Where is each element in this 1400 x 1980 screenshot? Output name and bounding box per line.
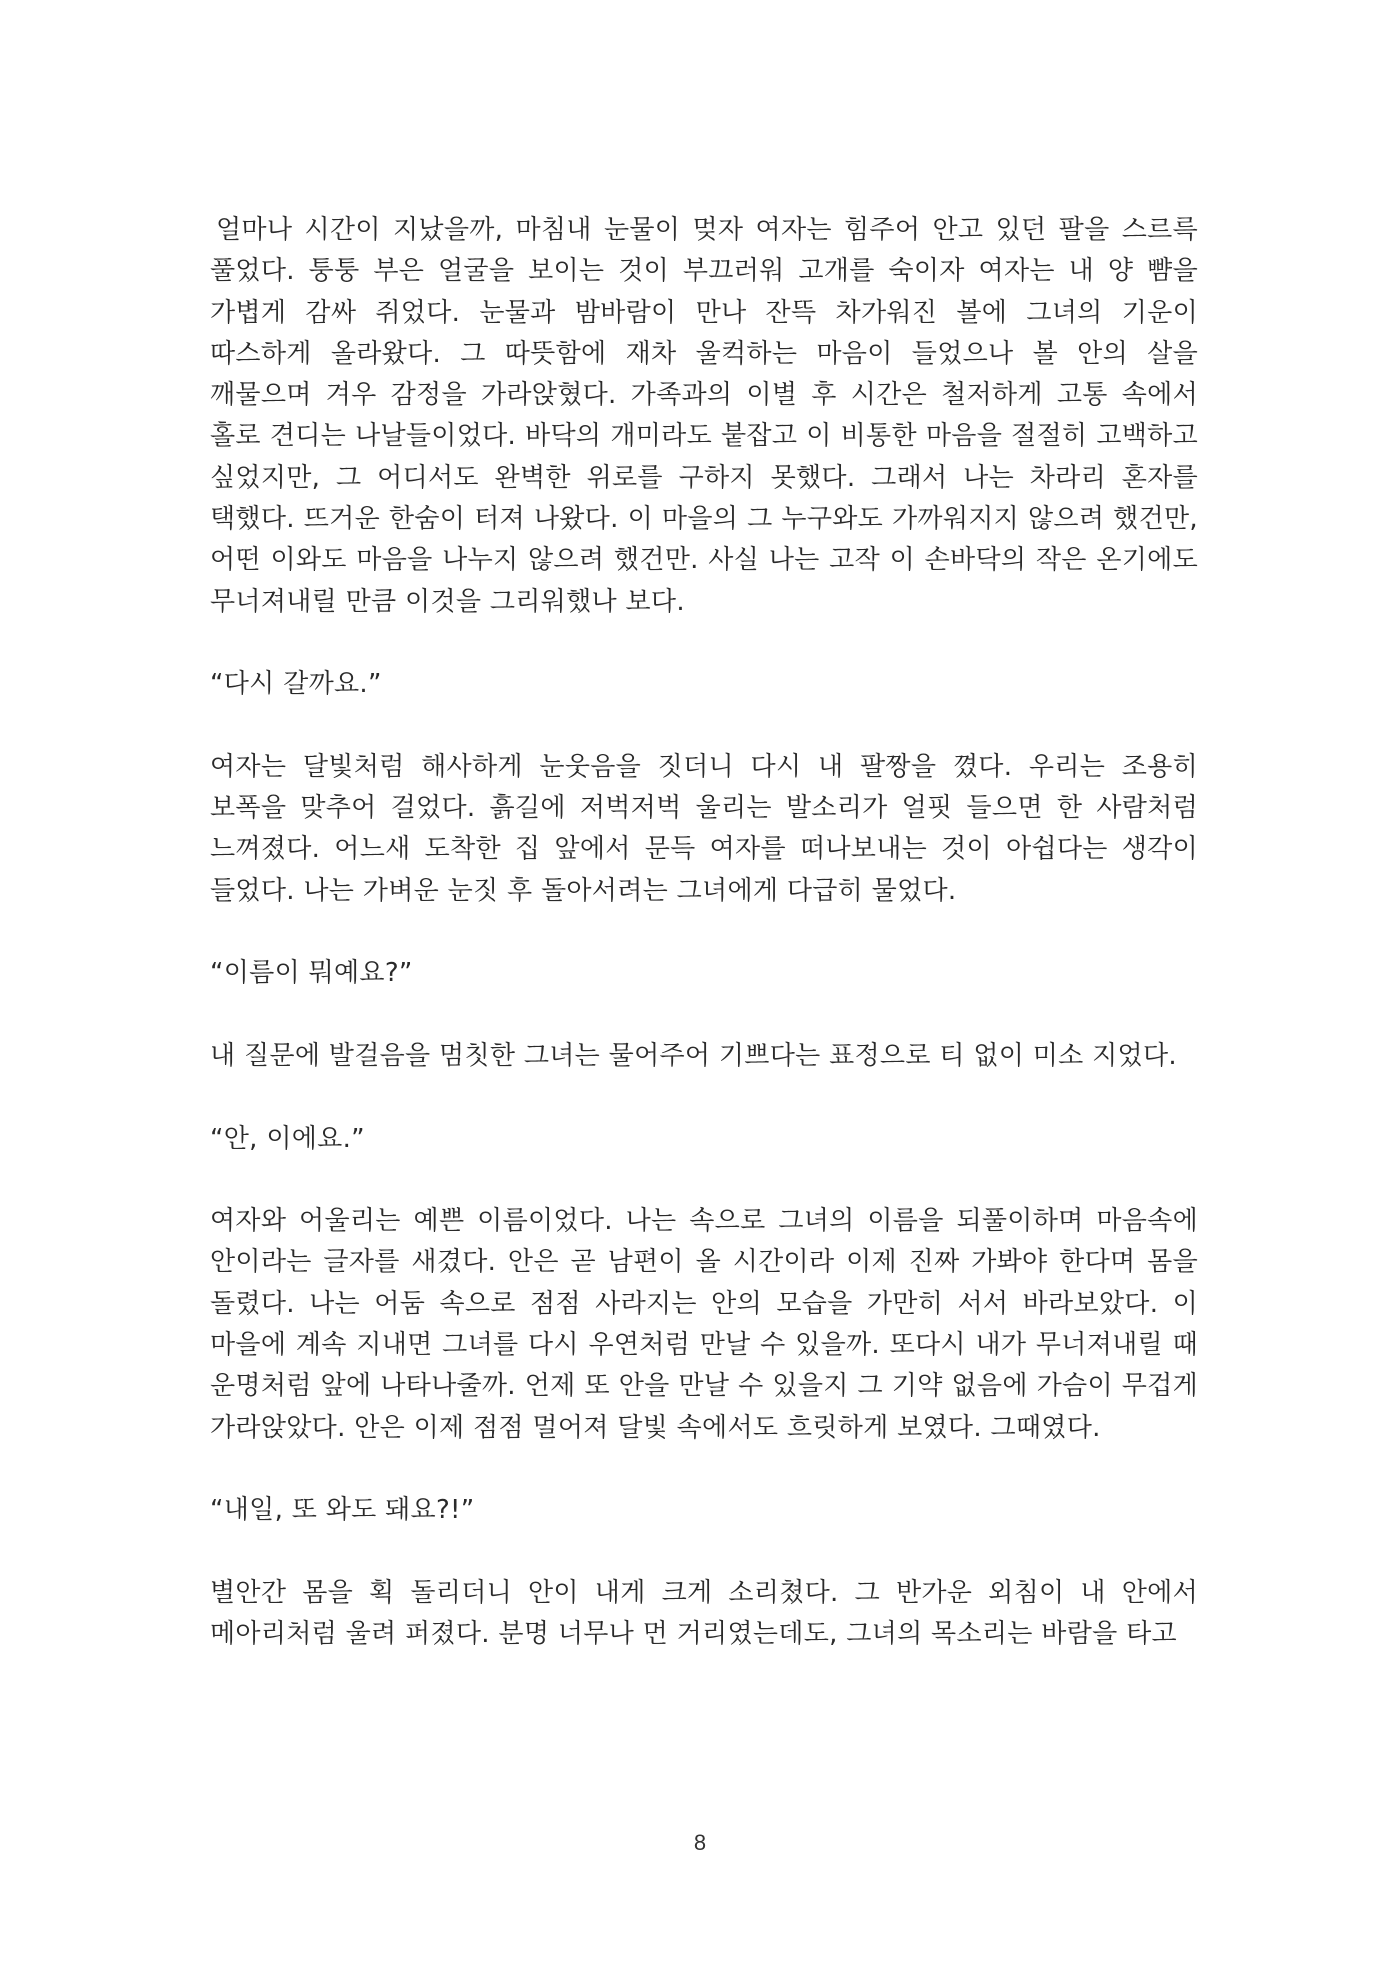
- paragraph-gap: [210, 1532, 1198, 1573]
- paragraph-5: 별안간 몸을 획 돌리더니 안이 내게 크게 소리쳤다. 그 반가운 외침이 내 안에서 메아리처럼 울려 퍼졌다. 분명 너무나 먼 거리였는데도, 그녀의 목소리는 바람을 타고: [210, 1577, 1198, 1650]
- paragraph-gap: [210, 995, 1198, 1036]
- paragraph-3: 내 질문에 발걸음을 멈칫한 그녀는 물어주어 기쁘다는 표정으로 티 없이 미소 지었다.: [210, 1040, 1177, 1071]
- dialogue-line-3: “안, 이에요.”: [210, 1123, 365, 1154]
- paragraph-gap: [210, 623, 1198, 664]
- paragraph-1: 얼마나 시간이 지났을까, 마침내 눈물이 멎자 여자는 힘주어 안고 있던 팔을 스르륵 풀었다. 퉁퉁 부은 얼굴을 보이는 것이 부끄러워 고개를 숙이자 여자는 내 양 뺨을 가볍게 감싸 쥐었다. 눈물과 밤바람이 만나 잔뜩 차가워진 볼에 그녀의 기운이 따스하게 올라왔다. 그 따뜻함에 재차 울컥하는 마음이 들었으나 볼 안의 살을 깨물으며 겨우 감정을 가라앉혔다. 가족과의 이별 후 시간은 철저하게 고통 속에서 홀로 견디는 나날들이었다. 바닥의 개미라도 붙잡고 이 비통한 마음을 절절히 고백하고 싶었지만, 그 어디서도 완벽한 위로를 구하지 못했다. 그래서 나는 차라리 혼자를 택했다. 뜨거운 한숨이 터져 나왔다. 이 마을의 그 누구와도 가까워지지 않으려 했건만, 어떤 이와도 마음을 나누지 않으려 했건만. 사실 나는 고작 이 손바닥의 작은 온기에도 무너져내릴 만큼 이것을 그리워했나 보다.: [210, 215, 1198, 617]
- paragraph-gap: [210, 706, 1198, 747]
- paragraph-gap: [210, 912, 1198, 953]
- paragraph-gap: [210, 1077, 1198, 1118]
- dialogue-line-4: “내일, 또 와도 돼요?!”: [210, 1495, 475, 1526]
- paragraph-gap: [210, 1449, 1198, 1490]
- paragraph-gap: [210, 1160, 1198, 1201]
- dialogue-line-1: “다시 갈까요.”: [210, 669, 382, 700]
- body-text: [210, 210, 1198, 1655]
- page-number: 8: [693, 1830, 707, 1855]
- paragraph-4: 여자와 어울리는 예쁜 이름이었다. 나는 속으로 그녀의 이름을 되풀이하며 마음속에 안이라는 글자를 새겼다. 안은 곧 남편이 올 시간이라 이제 진짜 가봐야 한다며 몸을 돌렸다. 나는 어둠 속으로 점점 사라지는 안의 모습을 가만히 서서 바라보았다. 이 마을에 계속 지내면 그녀를 다시 우연처럼 만날 수 있을까. 또다시 내가 무너져내릴 때 운명처럼 앞에 나타나줄까. 언제 또 안을 만날 수 있을지 그 기약 없음에 가슴이 무겁게 가라앉았다. 안은 이제 점점 멀어져 달빛 속에서도 흐릿하게 보였다. 그때였다.: [210, 1206, 1198, 1443]
- dialogue-line-2: “이름이 뭐예요?”: [210, 958, 413, 989]
- paragraph-2: 여자는 달빛처럼 해사하게 눈웃음을 짓더니 다시 내 팔짱을 꼈다. 우리는 조용히 보폭을 맞추어 걸었다. 흙길에 저벅저벅 울리는 발소리가 얼핏 들으면 한 사람처럼 느껴졌다. 어느새 도착한 집 앞에서 문득 여자를 떠나보내는 것이 아쉽다는 생각이 들었다. 나는 가벼운 눈짓 후 돌아서려는 그녀에게 다급히 물었다.: [210, 751, 1198, 906]
